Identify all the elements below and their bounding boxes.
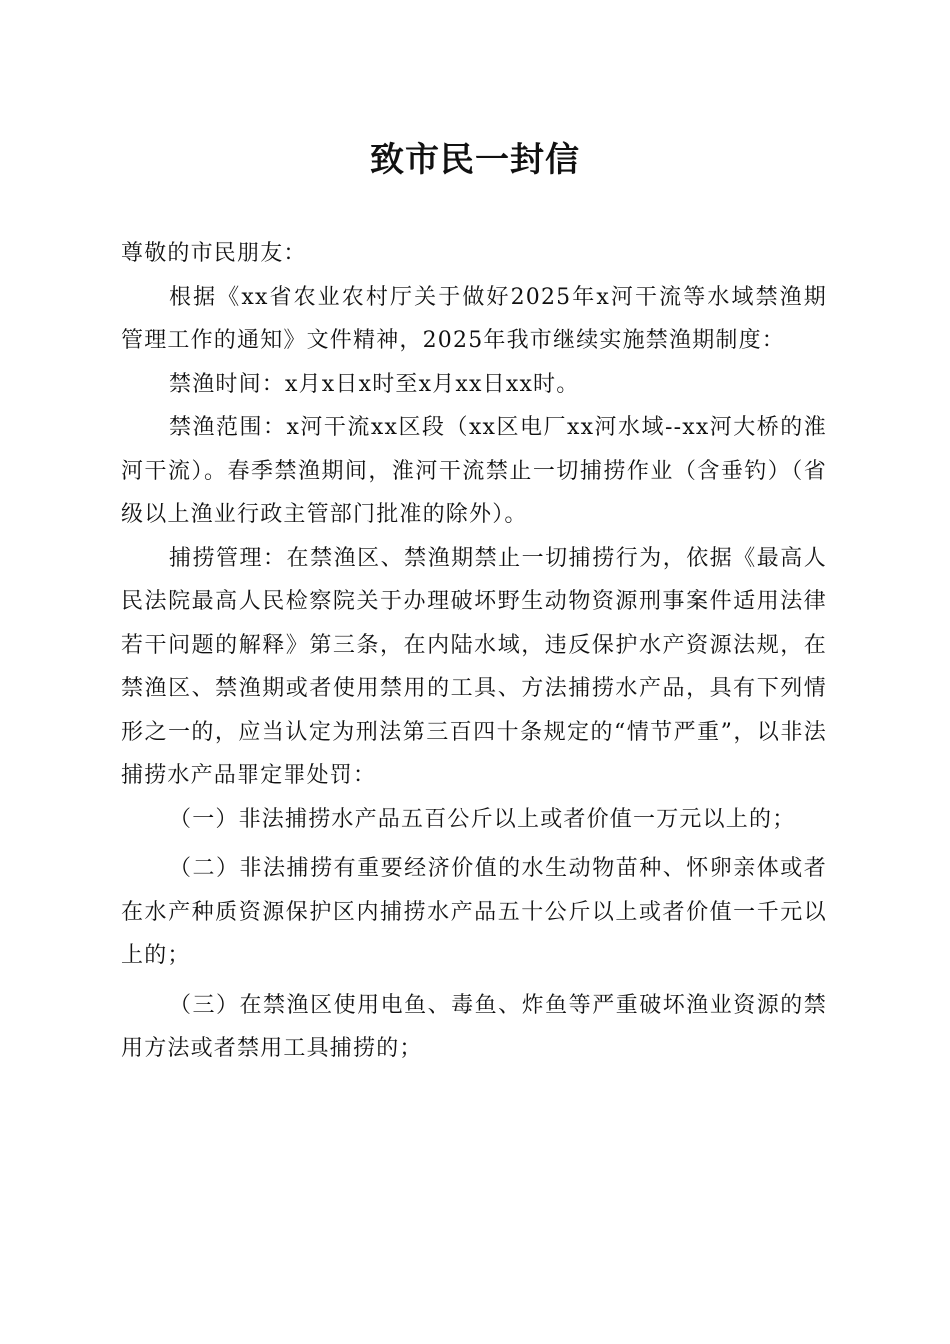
paragraph-item-1: （一）非法捕捞水产品五百公斤以上或者价值一万元以上的；	[169, 806, 796, 832]
paragraph-item-3: （三）在禁渔区使用电鱼、毒鱼、炸鱼等严重破坏渔业资源的禁用方法或者禁用工具捕捞的；	[121, 992, 827, 1061]
salutation: 尊敬的市民朋友：	[121, 241, 307, 266]
paragraph-ban-time: 禁渔时间：x月x日x时至x月xx日xx时。	[169, 371, 580, 397]
paragraph-fishing-management: 捕捞管理：在禁渔区、禁渔期禁止一切捕捞行为，依据《最高人民法院最高人民检察院关于办理破坏野生动物资源刑事案件适用法律若干问题的解释》第三条，在内陆水域，违反保护水产资源法规，在禁渔区、禁渔期或者使用禁用的工具、方法捕捞水产品，具有下列情形之一的，应当认定为刑法第三百四十条规定的“情节严重”，以非法捕捞水产品罪定罪处罚：	[121, 545, 827, 788]
paragraph-item-2: （二）非法捕捞有重要经济价值的水生动物苗种、怀卵亲体或者在水产种质资源保护区内捕捞水产品五十公斤以上或者价值一千元以上的；	[121, 856, 827, 968]
paragraph-ban-scope: 禁渔范围：x河干流xx区段（xx区电厂xx河水域--xx河大桥的淮河干流）。春季禁渔期间，淮河干流禁止一切捕捞作业（含垂钓）（省级以上渔业行政主管部门批准的除外）。	[121, 415, 827, 527]
paragraph-basis: 根据《xx省农业农村厅关于做好2025年x河干流等水域禁渔期管理工作的通知》文件精神，2025年我市继续实施禁渔期制度：	[121, 284, 827, 353]
letter-body	[121, 232, 827, 1071]
letter-title: 致市民一封信	[370, 140, 580, 180]
